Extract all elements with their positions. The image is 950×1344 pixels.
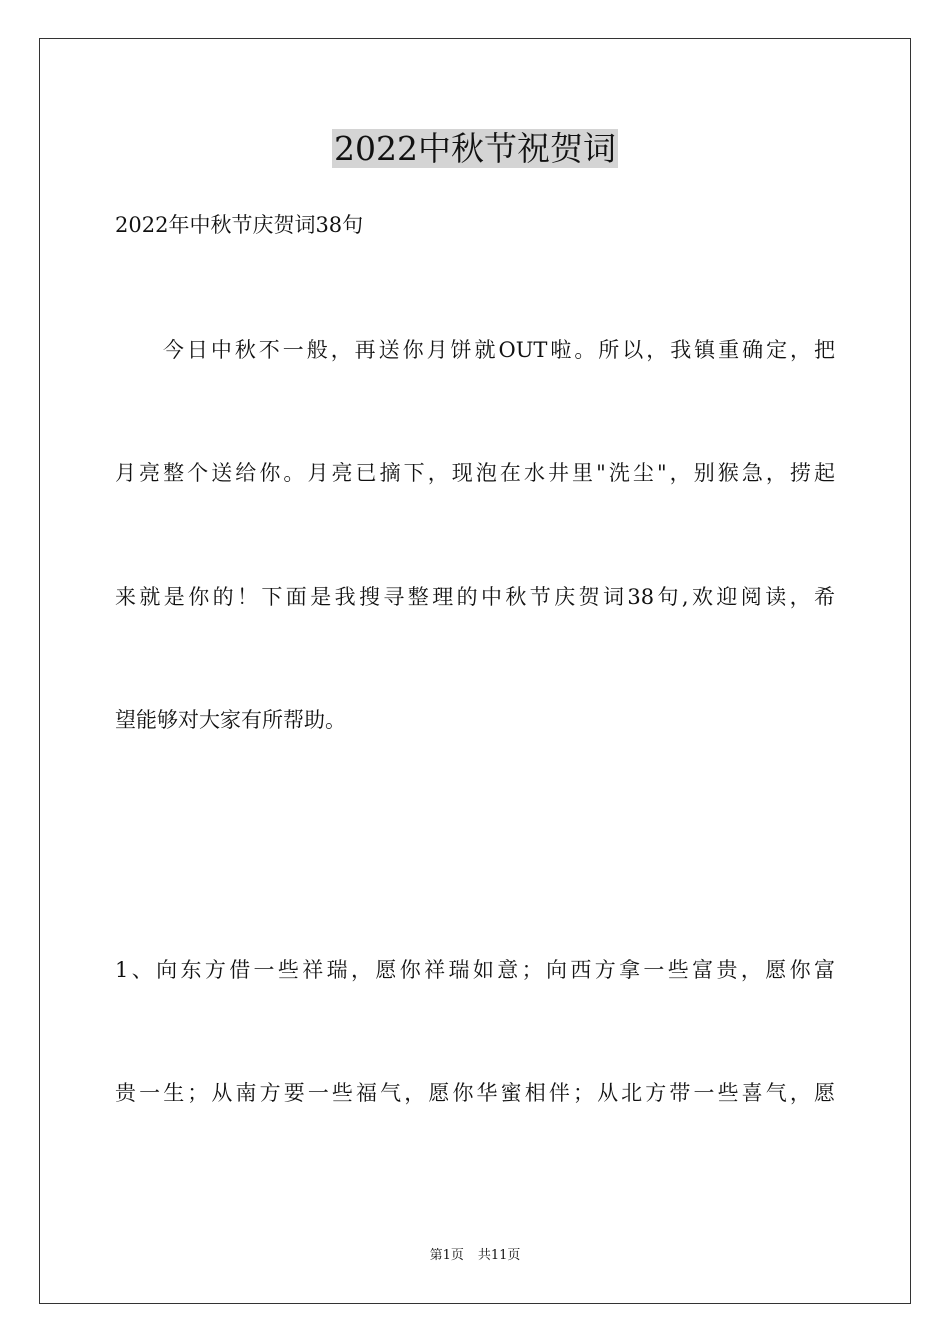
paragraph-line: 月亮整个送给你。月亮已摘下，现泡在水井里"洗尘"，别猴急，捞起 bbox=[115, 461, 835, 485]
paragraph-line: 1、向东方借一些祥瑞，愿你祥瑞如意；向西方拿一些富贵，愿你富 bbox=[115, 958, 835, 982]
document-title bbox=[0, 128, 950, 170]
document-title-text: 2022中秋节祝贺词 bbox=[334, 129, 616, 168]
page-footer bbox=[0, 1248, 950, 1264]
paragraph-line: 今日中秋不一般，再送你月饼就OUT啦。所以，我镇重确定，把 bbox=[115, 338, 835, 362]
paragraph-line: 望能够对大家有所帮助。 bbox=[115, 708, 346, 732]
paragraph-line: 贵一生；从南方要一些福气，愿你华蜜相伴；从北方带一些喜气，愿 bbox=[115, 1081, 835, 1105]
paragraph-line: 来就是你的！下面是我搜寻整理的中秋节庆贺词38句,欢迎阅读，希 bbox=[115, 585, 835, 609]
document-subtitle: 2022年中秋节庆贺词38句 bbox=[115, 213, 364, 237]
page-total: 共11页 bbox=[477, 1248, 521, 1263]
page-number: 第1页 bbox=[429, 1248, 464, 1263]
